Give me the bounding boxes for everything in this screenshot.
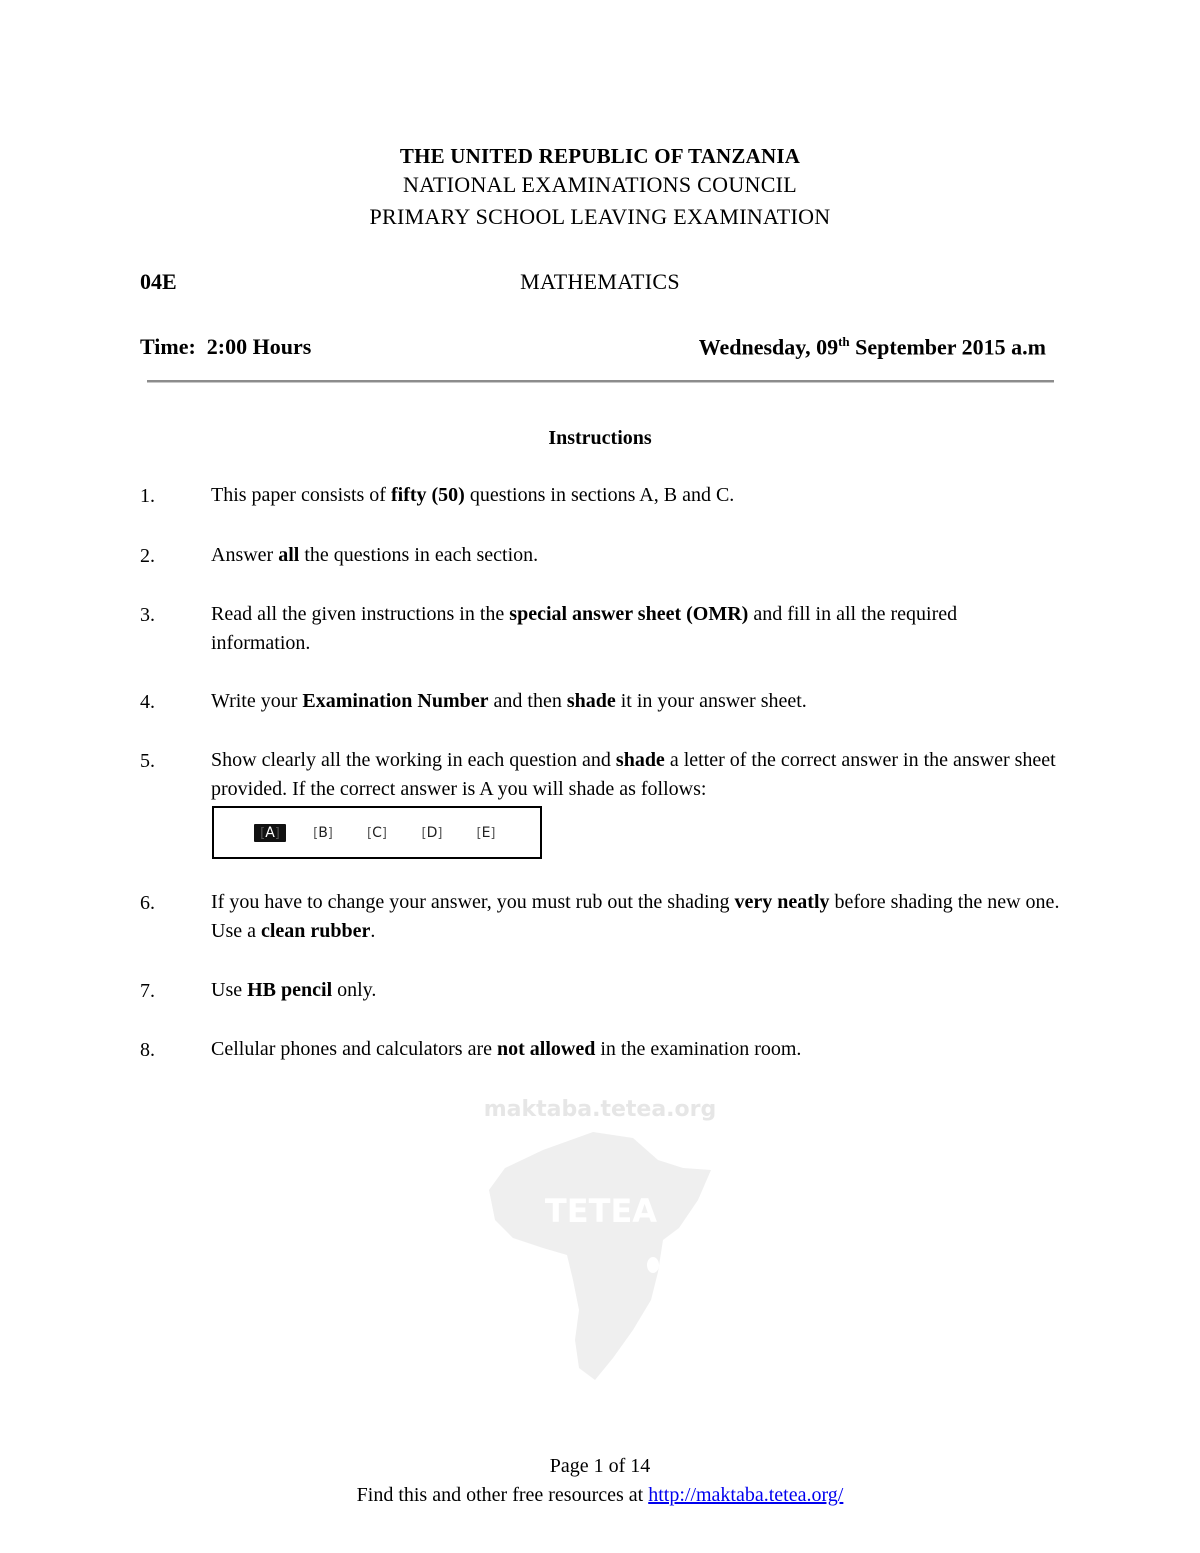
country-heading: THE UNITED REPUBLIC OF TANZANIA (399, 144, 801, 168)
exam-heading: PRIMARY SCHOOL LEAVING EXAMINATION (369, 204, 831, 229)
instruction-text: Answer all the questions in each section. (211, 544, 539, 566)
instruction-number: 1. (140, 485, 155, 507)
omr-bubble: [C] (367, 825, 387, 841)
exam-date: Wednesday, 09th September 2015 a.m (698, 334, 1046, 360)
header-divider (147, 380, 1054, 383)
subject-title: MATHEMATICS (520, 269, 680, 294)
omr-bubble: [E] (476, 825, 496, 841)
instruction-number: 3. (140, 604, 155, 626)
watermark-site: maktaba.tetea.org (483, 1097, 717, 1122)
council-heading: NATIONAL EXAMINATIONS COUNCIL (402, 172, 798, 197)
page-number: Page 1 of 14 (549, 1455, 651, 1477)
omr-bubble: [B] (313, 825, 333, 841)
resources-link[interactable]: http://maktaba.tetea.org/ (648, 1484, 844, 1506)
instruction-text: Read all the given instructions in the special answer sheet (OMR) and fill in all the required information. (211, 603, 958, 654)
paper-code: 04E (140, 269, 177, 294)
instruction-number: 7. (140, 980, 155, 1002)
resources-line: Find this and other free resources at http://maktaba.tetea.org/ (356, 1484, 844, 1506)
omr-bubble-shaded: [A] (254, 824, 286, 842)
omr-example-box (212, 806, 542, 859)
instruction-number: 2. (140, 545, 155, 567)
instructions-title: Instructions (548, 427, 652, 449)
watermark-brand: TETEA (544, 1192, 658, 1230)
tetea-watermark (483, 1090, 717, 1390)
instruction-number: 6. (140, 892, 155, 914)
exam-duration: Time: 2:00 Hours (140, 334, 312, 359)
instruction-text: Show clearly all the working in each question and shade a letter of the correct answer in the answer sheet provided. If the correct answer is A you will shade as follows: (211, 749, 1056, 800)
omr-bubble: [D] (421, 825, 443, 841)
instruction-number: 5. (140, 750, 155, 772)
instruction-number: 8. (140, 1039, 155, 1061)
instruction-number: 4. (140, 691, 155, 713)
instruction-text: Write your Examination Number and then shade it in your answer sheet. (211, 690, 807, 712)
instruction-text: Cellular phones and calculators are not allowed in the examination room. (211, 1038, 802, 1060)
instruction-text: This paper consists of fifty (50) questions in sections A, B and C. (211, 484, 735, 506)
africa-map-icon (483, 1090, 717, 1390)
instruction-text: Use HB pencil only. (211, 979, 377, 1001)
instruction-text: If you have to change your answer, you must rub out the shading very neatly before shading the new one. Use a clean rubber. (211, 891, 1060, 942)
